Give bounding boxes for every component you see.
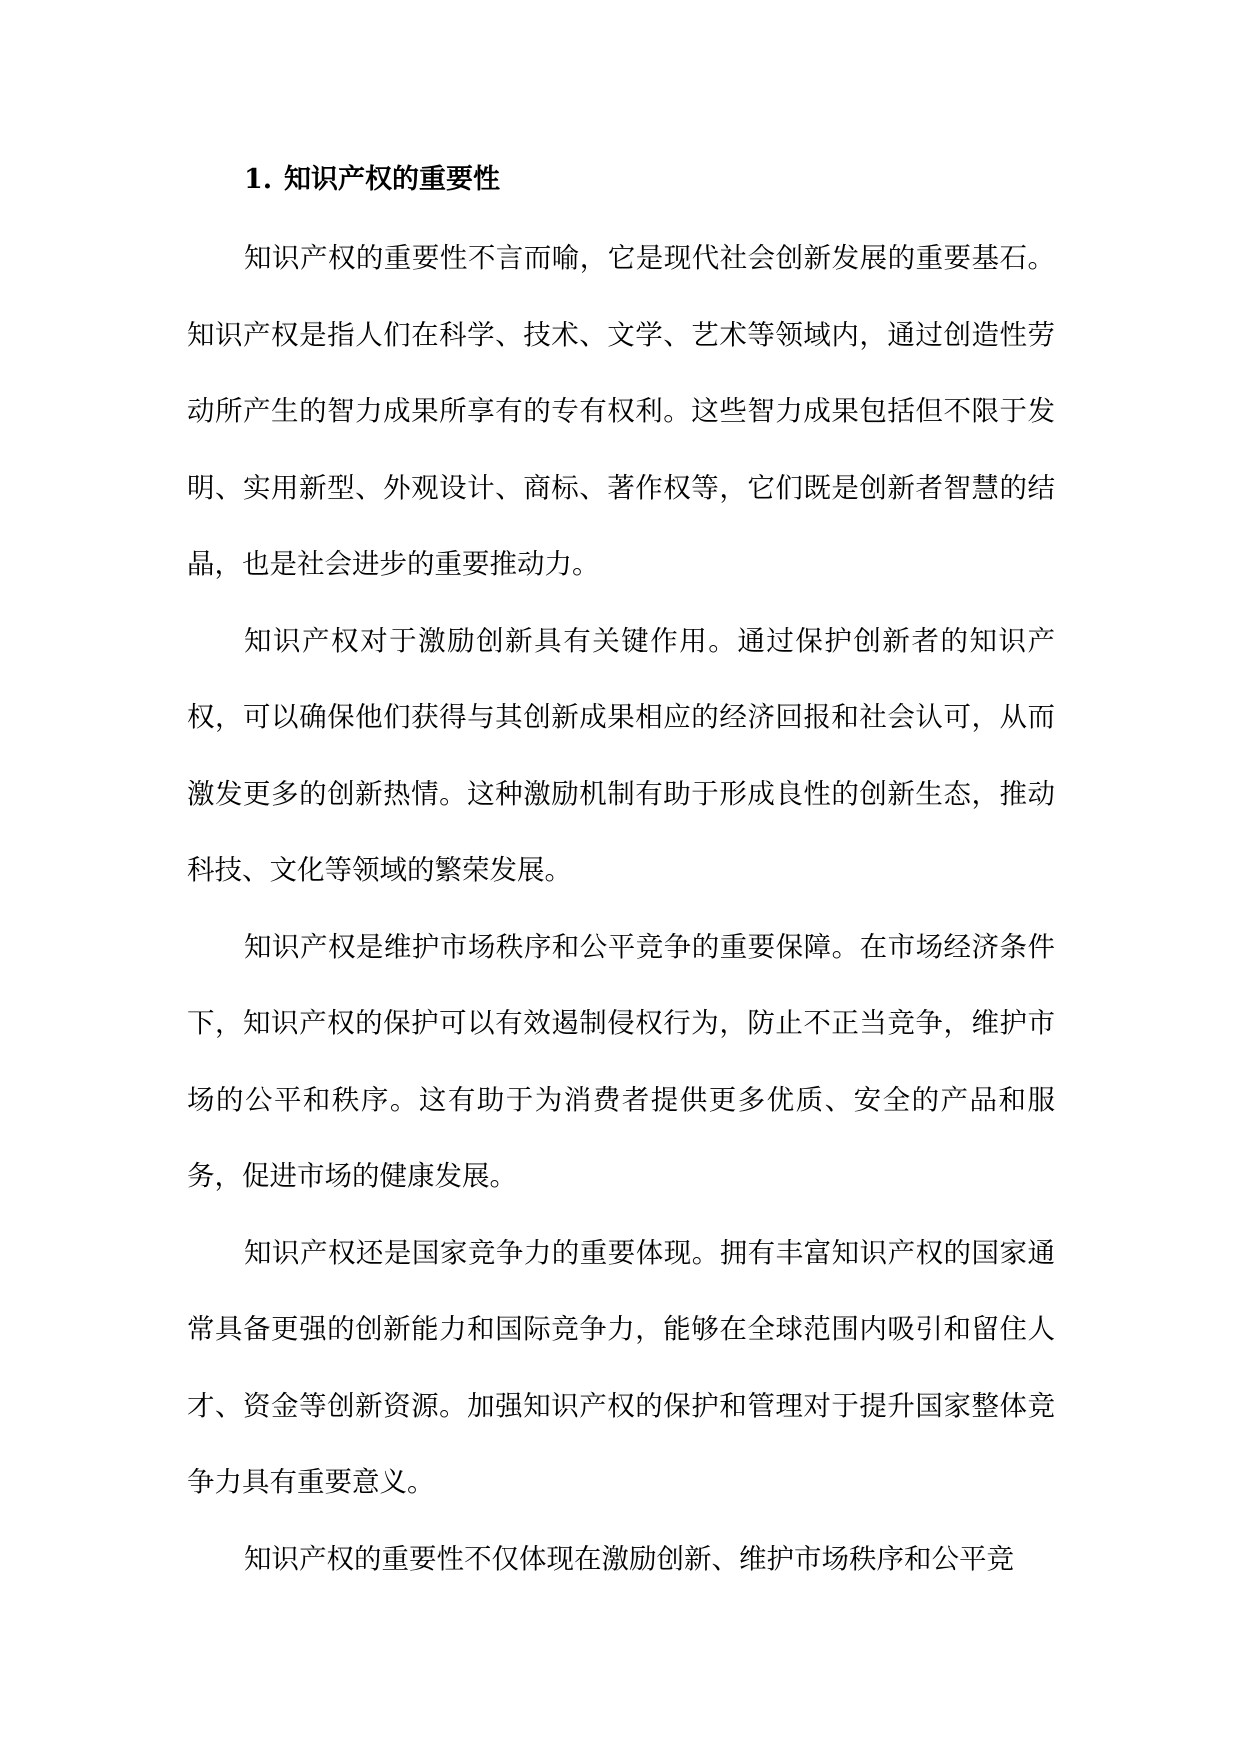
section-number: 1. [244, 164, 273, 195]
section-title: 知识产权的重要性 [284, 164, 500, 195]
paragraph: 知识产权对于激励创新具有关键作用。通过保护创新者的知识产权，可以确保他们获得与其创新成果相应的经济回报和社会认可，从而激发更多的创新热情。这种激励机制有助于形成良性的创新生态，推动科技、文化等领域的繁荣发展。 [187, 624, 1055, 886]
paragraph: 知识产权是维护市场秩序和公平竞争的重要保障。在市场经济条件下，知识产权的保护可以有效遏制侵权行为，防止不正当竞争，维护市场的公平和秩序。这有助于为消费者提供更多优质、安全的产品和服务，促进市场的健康发展。 [187, 930, 1055, 1192]
paragraph: 知识产权的重要性不仅体现在激励创新、维护市场秩序和公平竞 [244, 1542, 1014, 1575]
paragraph: 知识产权还是国家竞争力的重要体现。拥有丰富知识产权的国家通常具备更强的创新能力和国际竞争力，能够在全球范围内吸引和留住人才、资金等创新资源。加强知识产权的保护和管理对于提升国家整体竞争力具有重要意义。 [187, 1236, 1055, 1498]
document-body [187, 140, 1055, 1597]
paragraph: 知识产权的重要性不言而喻，它是现代社会创新发展的重要基石。知识产权是指人们在科学、技术、文学、艺术等领域内，通过创造性劳动所产生的智力成果所享有的专有权利。这些智力成果包括但不限于发明、实用新型、外观设计、商标、著作权等，它们既是创新者智慧的结晶，也是社会进步的重要推动力。 [187, 242, 1055, 580]
section-heading [244, 140, 1055, 220]
